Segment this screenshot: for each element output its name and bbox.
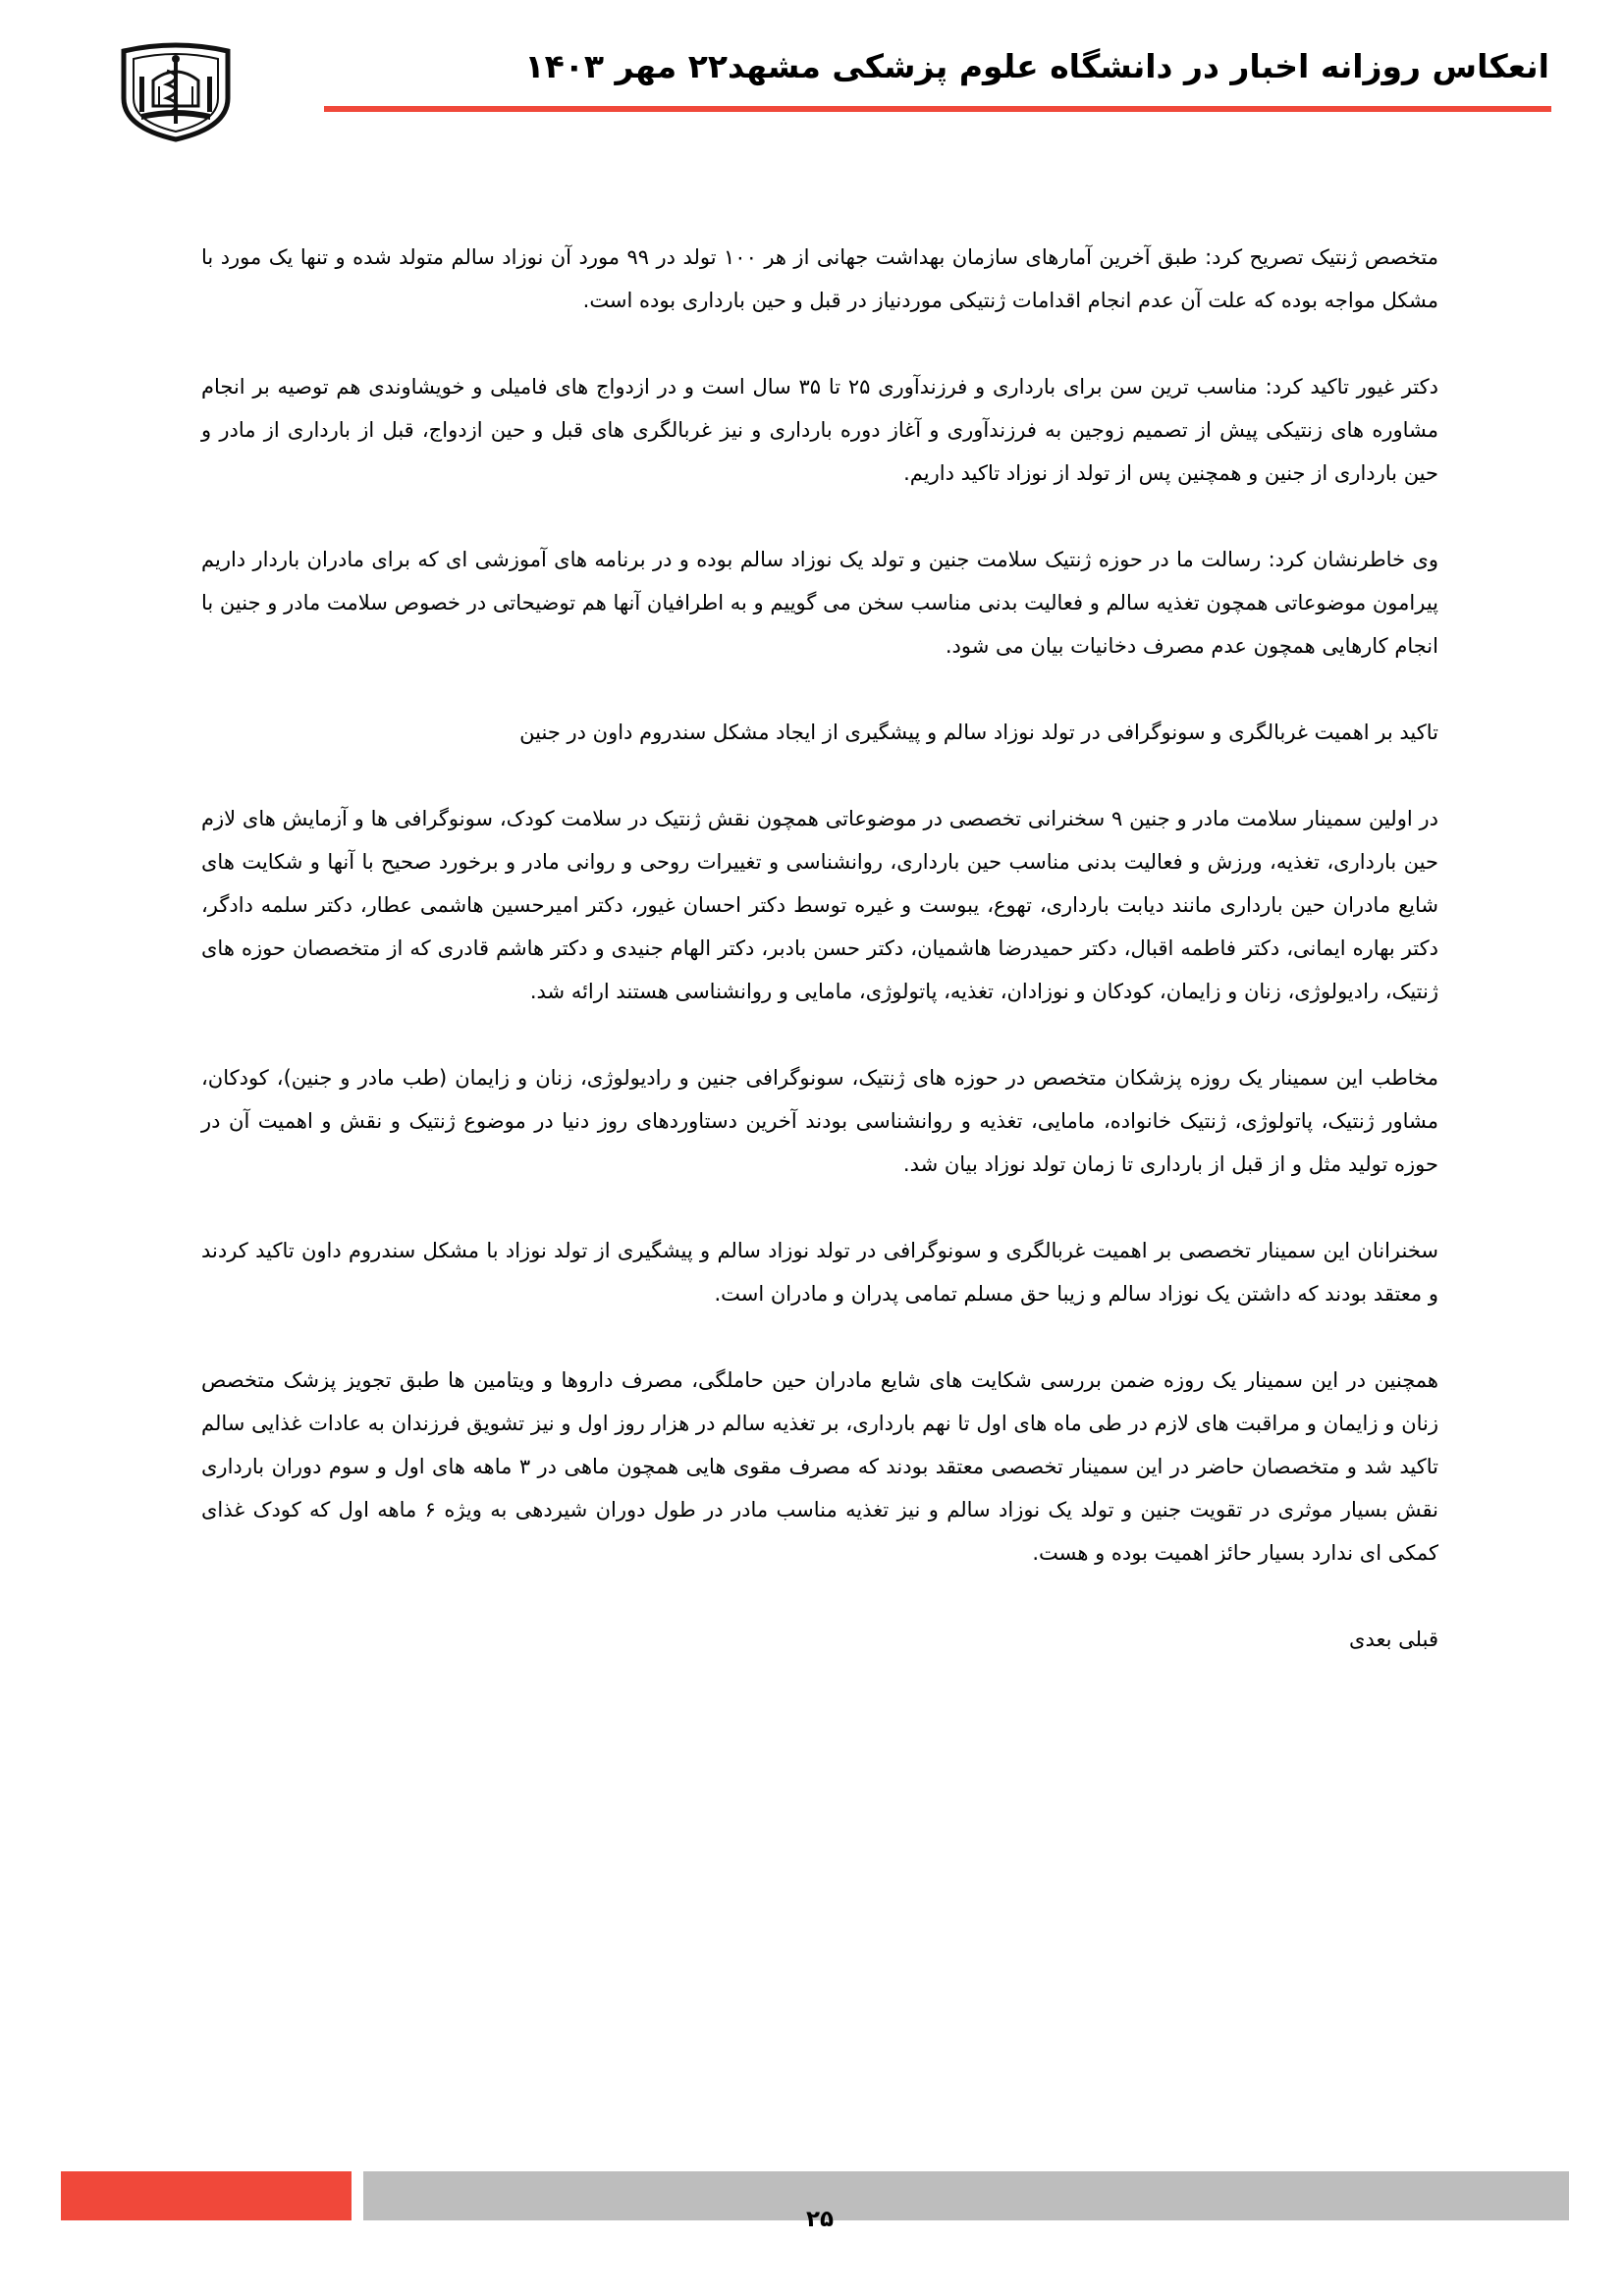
article-subheading: تاکید بر اهمیت غربالگری و سونوگرافی در تولد نوزاد سالم و پیشگیری از ایجاد مشکل سندروم داون در جنین	[519, 721, 1438, 744]
article-paragraph: دکتر غیور تاکید کرد: مناسب ترین سن برای بارداری و فرزندآوری ۲۵ تا ۳۵ سال است و در ازدواج های فامیلی و خویشاوندی هم توصیه بر انجام مشاوره های زنتیکی پیش از تصمیم زوجین به فرزندآوری و آغاز دوره بارداری و نیز غربالگری های قبل و حین ازدواج، قبل از بارداری از مادر و حین بارداری از جنین و همچنین پس از تولد از نوزاد تاکید داریم.	[201, 375, 1438, 485]
article-paragraph: وی خاطرنشان کرد: رسالت ما در حوزه ژنتیک سلامت جنین و تولد یک نوزاد سالم بوده و در برنامه های آموزشی ای که برای مادران باردار داریم پیرامون موضوعاتی همچون تغذیه سالم و فعالیت بدنی مناسب سخن می گوییم و به اطرافیان آنها هم توضیحاتی در خصوص سلامت مادر و جنین با انجام کارهایی همچون عدم مصرف دخانیات بیان می شود.	[201, 548, 1438, 658]
university-logo	[102, 37, 249, 165]
page-number: ۲۵	[805, 2207, 835, 2232]
article-paragraph: مخاطب این سمینار یک روزه پزشکان متخصص در حوزه های ژنتیک، سونوگرافی جنین و رادیولوژی، زنان و زایمان (طب مادر و جنین)، کودکان، مشاور ژنتیک، پاتولوژی، ژنتیک خانواده، مامایی، تغذیه و روانشناسی بودند آخرین دستاوردهای روز دنیا در موضوع ژنتیک و نقش و اهمیت آن در حوزه تولید مثل و از قبل از بارداری تا زمان تولد نوزاد بیان شد.	[201, 1066, 1438, 1176]
footer-gray-bar	[363, 2171, 1569, 2220]
article-paragraph: در اولین سمینار سلامت مادر و جنین ۹ سخنرانی تخصصی در موضوعاتی همچون نقش ژنتیک در سلامت کودک، سونوگرافی ها و آزمایش های لازم حین بارداری، تغذیه، ورزش و فعالیت بدنی مناسب حین بارداری، روانشناسی و تغییرات روحی و روانی مادر و برخورد صحیح با آنها و شکایت های شایع مادران حین بارداری مانند دیابت بارداری، تهوع، یبوست و غیره توسط دکتر احسان غیور، دکتر امیرحسین هاشمی عطار، دکتر سلمه دادگر، دکتر بهاره ایمانی، دکتر فاطمه اقبال، دکتر حمیدرضا هاشمیان، دکتر حسن بادبر، دکتر الهام جنیدی و دکتر هاشم قادری که از متخصصان حوزه های ژنتیک، رادیولوژی، زنان و زایمان، کودکان و نوزادان، تغذیه، پاتولوژی، مامایی و روانشناسی هستند ارائه شد.	[201, 807, 1438, 1003]
article-body	[201, 236, 1438, 1661]
article-paragraph: همچنین در این سمینار یک روزه ضمن بررسی شکایت های شایع مادران حین حاملگی، مصرف داروها و ویتامین ها طبق تجویز پزشک متخصص زنان و زایمان و مراقبت های لازم در طی ماه های اول تا نهم بارداری، بر تغذیه سالم در هزار روز اول و نیز تشویق فرزندان به عادات غذایی سالم تاکید شد و متخصصان حاضر در این سمینار تخصصی معتقد بودند که مصرف مقوی هایی همچون ماهی در ۳ ماهه های اول و سوم دوران بارداری نقش بسیار موثری در تقویت جنین و تولد یک نوزاد سالم و نیز تغذیه مناسب مادر در طول دوران شیردهی به ویژه ۶ ماهه اول که کودک غذای کمکی ای ندارد بسیار حائز اهمیت بوده و هست.	[201, 1368, 1438, 1565]
article-paragraph: سخنرانان این سمینار تخصصی بر اهمیت غربالگری و سونوگرافی در تولد نوزاد سالم و پیشگیری از تولد نوزاد با مشکل سندروم داون تاکید کردند و معتقد بودند که داشتن یک نوزاد سالم و زیبا حق مسلم تمامی پدران و مادران است.	[201, 1239, 1438, 1306]
article-paragraph: متخصص ژنتیک تصریح کرد: طبق آخرین آمارهای سازمان بهداشت جهانی از هر ۱۰۰ تولد در ۹۹ مورد آن نوزاد سالم متولد شده و تنها یک مورد با مشکل مواجه بوده که علت آن عدم انجام اقدامات ژنتیکی موردنیاز در قبل و حین بارداری بوده است.	[201, 245, 1439, 312]
university-logo-icon	[102, 37, 249, 165]
header-divider	[324, 106, 1551, 112]
page-title: انعکاس روزانه اخبار در دانشگاه علوم پزشکی مشهد۲۲ مهر ۱۴۰۳	[524, 47, 1549, 85]
prev-next-links[interactable]: قبلی بعدی	[1349, 1628, 1438, 1651]
footer-red-bar	[61, 2171, 352, 2220]
